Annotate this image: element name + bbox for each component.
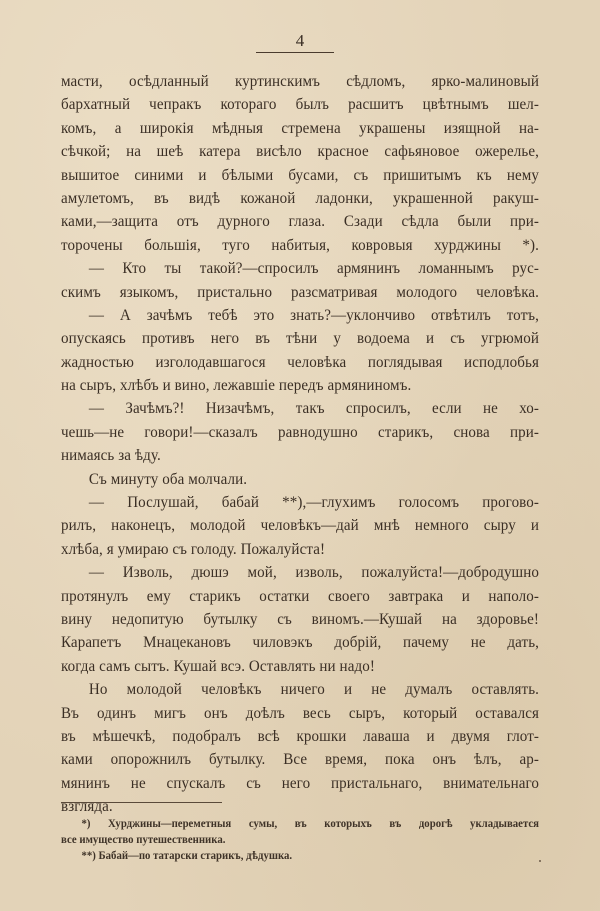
paragraph-line: Но молодой человѣкъ ничего и не думалъ оставлять. bbox=[88, 680, 540, 699]
text-line: мянинъ не спускалъ съ него пристальнаго, внимательнаго bbox=[61, 773, 540, 792]
text-line: амулетомъ, въ видѣ кожаной ладонки, украшенной ракуш- bbox=[61, 188, 540, 207]
text-line: масти, осѣдланный куртинскимъ сѣдломъ, ярко-малиновый bbox=[61, 72, 540, 90]
text-line: въ мѣшечкѣ, подобралъ всѣ крошки лаваша и двумя глот- bbox=[61, 726, 540, 745]
footnote-1: *) Хурджины—переметныя сумы, въ которыхъ въ дорогѣ укладывается bbox=[81, 817, 540, 830]
text-line: сѣчкой; на шеѣ катера висѣло красное сафьяновое ожерелье, bbox=[61, 142, 540, 161]
text-line: чешь—не говори!—сказалъ равнодушно старикъ, снова при- bbox=[61, 422, 540, 441]
text-line: протянулъ ему старикъ остатки своего завтрака и наполо- bbox=[61, 586, 540, 605]
text-line: ками,—защита отъ дурного глаза. Сзади сѣдла были при- bbox=[61, 212, 540, 231]
text-line: комъ, а широкія мѣдныя стремена украшены изящной на- bbox=[61, 118, 540, 137]
text-line: Въ одинъ мигъ онъ доѣлъ весь сыръ, который оставался bbox=[61, 703, 540, 722]
page-number: 4 bbox=[295, 31, 305, 50]
text-line: на сыръ, хлѣбъ и вино, лежавшіе передъ армяниномъ. bbox=[61, 376, 412, 395]
text-line: ками опорожнилъ бутылку. Все время, пока онъ ѣлъ, ар- bbox=[61, 750, 540, 769]
text-line: бархатный чепракъ котораго былъ расшитъ цвѣтнымъ шел- bbox=[61, 95, 540, 114]
text-line: нимаясь за ѣду. bbox=[61, 446, 161, 465]
header-rule bbox=[256, 52, 334, 53]
text-line: когда самъ сытъ. Кушай всэ. Оставлять ни надо! bbox=[61, 656, 375, 675]
text-line: жадностью изголодавшагося человѣка поглядывая исподлобья bbox=[61, 352, 540, 371]
paragraph-line: Съ минуту оба молчали. bbox=[88, 469, 248, 488]
text-line: взгляда. bbox=[61, 797, 113, 816]
dialogue-line: — Зачѣмъ?! Низачѣмъ, такъ спросилъ, если не хо- bbox=[88, 399, 540, 418]
paper-speck bbox=[539, 860, 541, 862]
body-text bbox=[61, 70, 539, 819]
footnotes bbox=[61, 816, 539, 864]
text-line: торочены большія, туго набитыя, ковровыя хурджины *). bbox=[61, 235, 540, 254]
dialogue-line: — Изволь, дюшэ мой, изволь, пожалуйста!—добродушно bbox=[88, 563, 540, 582]
text-line: вышитое синими и бѣлыми бусами, съ пришитымъ къ нему bbox=[61, 165, 540, 184]
text-line: хлѣба, я умираю съ голоду. Пожалуйста! bbox=[61, 539, 326, 558]
footnote-1-continued: все имущество путешественника. bbox=[61, 833, 226, 846]
text-line: Карапетъ Мнацекановъ чиловэкъ добрій, пачему не дать, bbox=[61, 633, 540, 652]
dialogue-line: — Кто ты такой?—спросилъ армянинъ ломаннымъ рус- bbox=[88, 259, 540, 278]
text-line: рилъ, наконецъ, молодой человѣкъ—дай мнѣ немного сыру и bbox=[61, 516, 540, 535]
footnote-2: **) Бабай—по татарски старикъ, дѣдушка. bbox=[81, 849, 293, 862]
dialogue-line: — А зачѣмъ тебѣ это знать?—уклончиво отвѣтилъ тотъ, bbox=[88, 305, 540, 324]
text-line: скимъ языкомъ, пристально разсматривая молодого человѣка. bbox=[61, 282, 540, 301]
text-line: опускаясь противъ него въ тѣни у водоема и съ угрюмой bbox=[61, 329, 540, 348]
text-line: вину недопитую бутылку съ виномъ.—Кушай на здоровье! bbox=[61, 609, 540, 628]
footnote-rule bbox=[61, 802, 222, 803]
dialogue-line: — Послушай, бабай **),—глухимъ голосомъ прогово- bbox=[88, 493, 540, 512]
